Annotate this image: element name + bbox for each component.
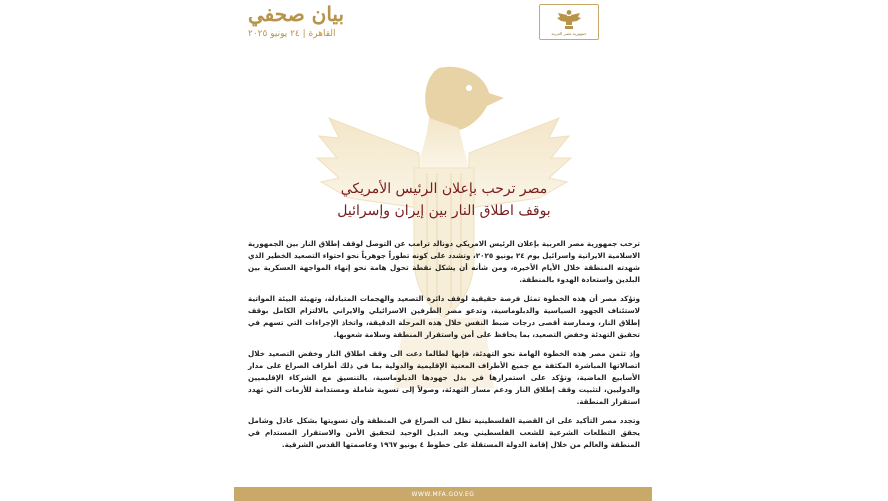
press-release-title: بيان صحفي: [248, 2, 345, 26]
statement-body: [248, 238, 640, 458]
headline: [294, 178, 594, 222]
press-release-page: [234, 0, 652, 501]
footer-url[interactable]: WWW.MFA.GOV.EG: [411, 490, 475, 498]
footer-bar: [234, 487, 652, 501]
paragraph-2: وتؤكد مصر أن هذه الخطوة تمثل فرصة حقيقية لوقف دائرة التصعيد والهجمات المتبادلة، وتهيئة البيئة المواتية لاستئناف الجهود السياسية والدبلوماسية، وتدعو مصر الطرفين الاسرائيلي والايراني بالالتزام الكامل بوقف إطلاق النار، وممارسة أقصى درجات ضبط النفس خلال هذه المرحلة الدقيقة، واتخاذ الإجراءات التي تسهم في تحقيق التهدئة وخفض التصعيد، بما يحافظ على أمن واستقرار المنطقة وسلامة شعوبها.: [248, 294, 640, 339]
ministry-emblem: [539, 4, 599, 40]
headline-line-1: مصر ترحب بإعلان الرئيس الأمريكي: [340, 181, 548, 197]
dateline: القاهرة | ٢٤ يونيو ٢٠٢٥: [248, 29, 336, 39]
eagle-emblem-icon: [556, 9, 582, 31]
press-release-header: [248, 2, 398, 41]
emblem-caption: جمهورية مصر العربية: [551, 30, 587, 36]
paragraph-1: ترحب جمهورية مصر العربية بإعلان الرئيس الامريكي دونالد ترامب عن التوصل لوقف إطلاق النار بين الجمهورية الاسلامية الايرانية واسرائيل يوم ٢٤ يونيو ٢٠٢٥، وتشدد على كونه تطوراً جوهرياً نحو احتواء التصعيد الخطير الذي شهدته المنطقة خلال الأيام الأخيرة، ومن شأنه أن يشكل نقطة تحول هامة نحو إنهاء المواجهة العسكرية بين البلدين واستعادة الهدوء بالمنطقة.: [248, 239, 640, 284]
paragraph-4: وتجدد مصر التأكيد على ان القضية الفلسطينية تظل لب الصراع في المنطقة وأن تسويتها بشكل عادل وشامل يحقق التطلعات الشرعية للشعب الفلسطيني ويعد البديل الوحيد لتحقيق الأمن والاستقرار المستدام في المنطقة والعالم من خلال إقامة الدولة المستقلة على خطوط ٤ يونيو ١٩٦٧ وعاصمتها القدس الشرقية.: [248, 416, 640, 449]
paragraph-3: وإذ تثمن مصر هذه الخطوة الهامة نحو التهدئة، فإنها لطالما دعت الى وقف اطلاق النار وخفض التصعيد خلال اتصالاتها المباشرة المكثفة مع جميع الأطراف المعنية الإقليمية والدولية بما في ذلك أطراف الصراع على مدار الأسابيع الماضية، وتؤكد على استمرارها في بذل جهودها الدبلوماسية، بالتنسيق مع الشركاء الإقليميين والدوليين، لتثبيت وقف إطلاق النار ودعم مسار التهدئة، وصولاً إلى تسوية شاملة ومستدامة للأزمات التي تهدد استقرار المنطقة.: [248, 349, 640, 406]
headline-line-2: بوقف اطلاق النار بين إيران وإسرائيل: [337, 203, 551, 219]
